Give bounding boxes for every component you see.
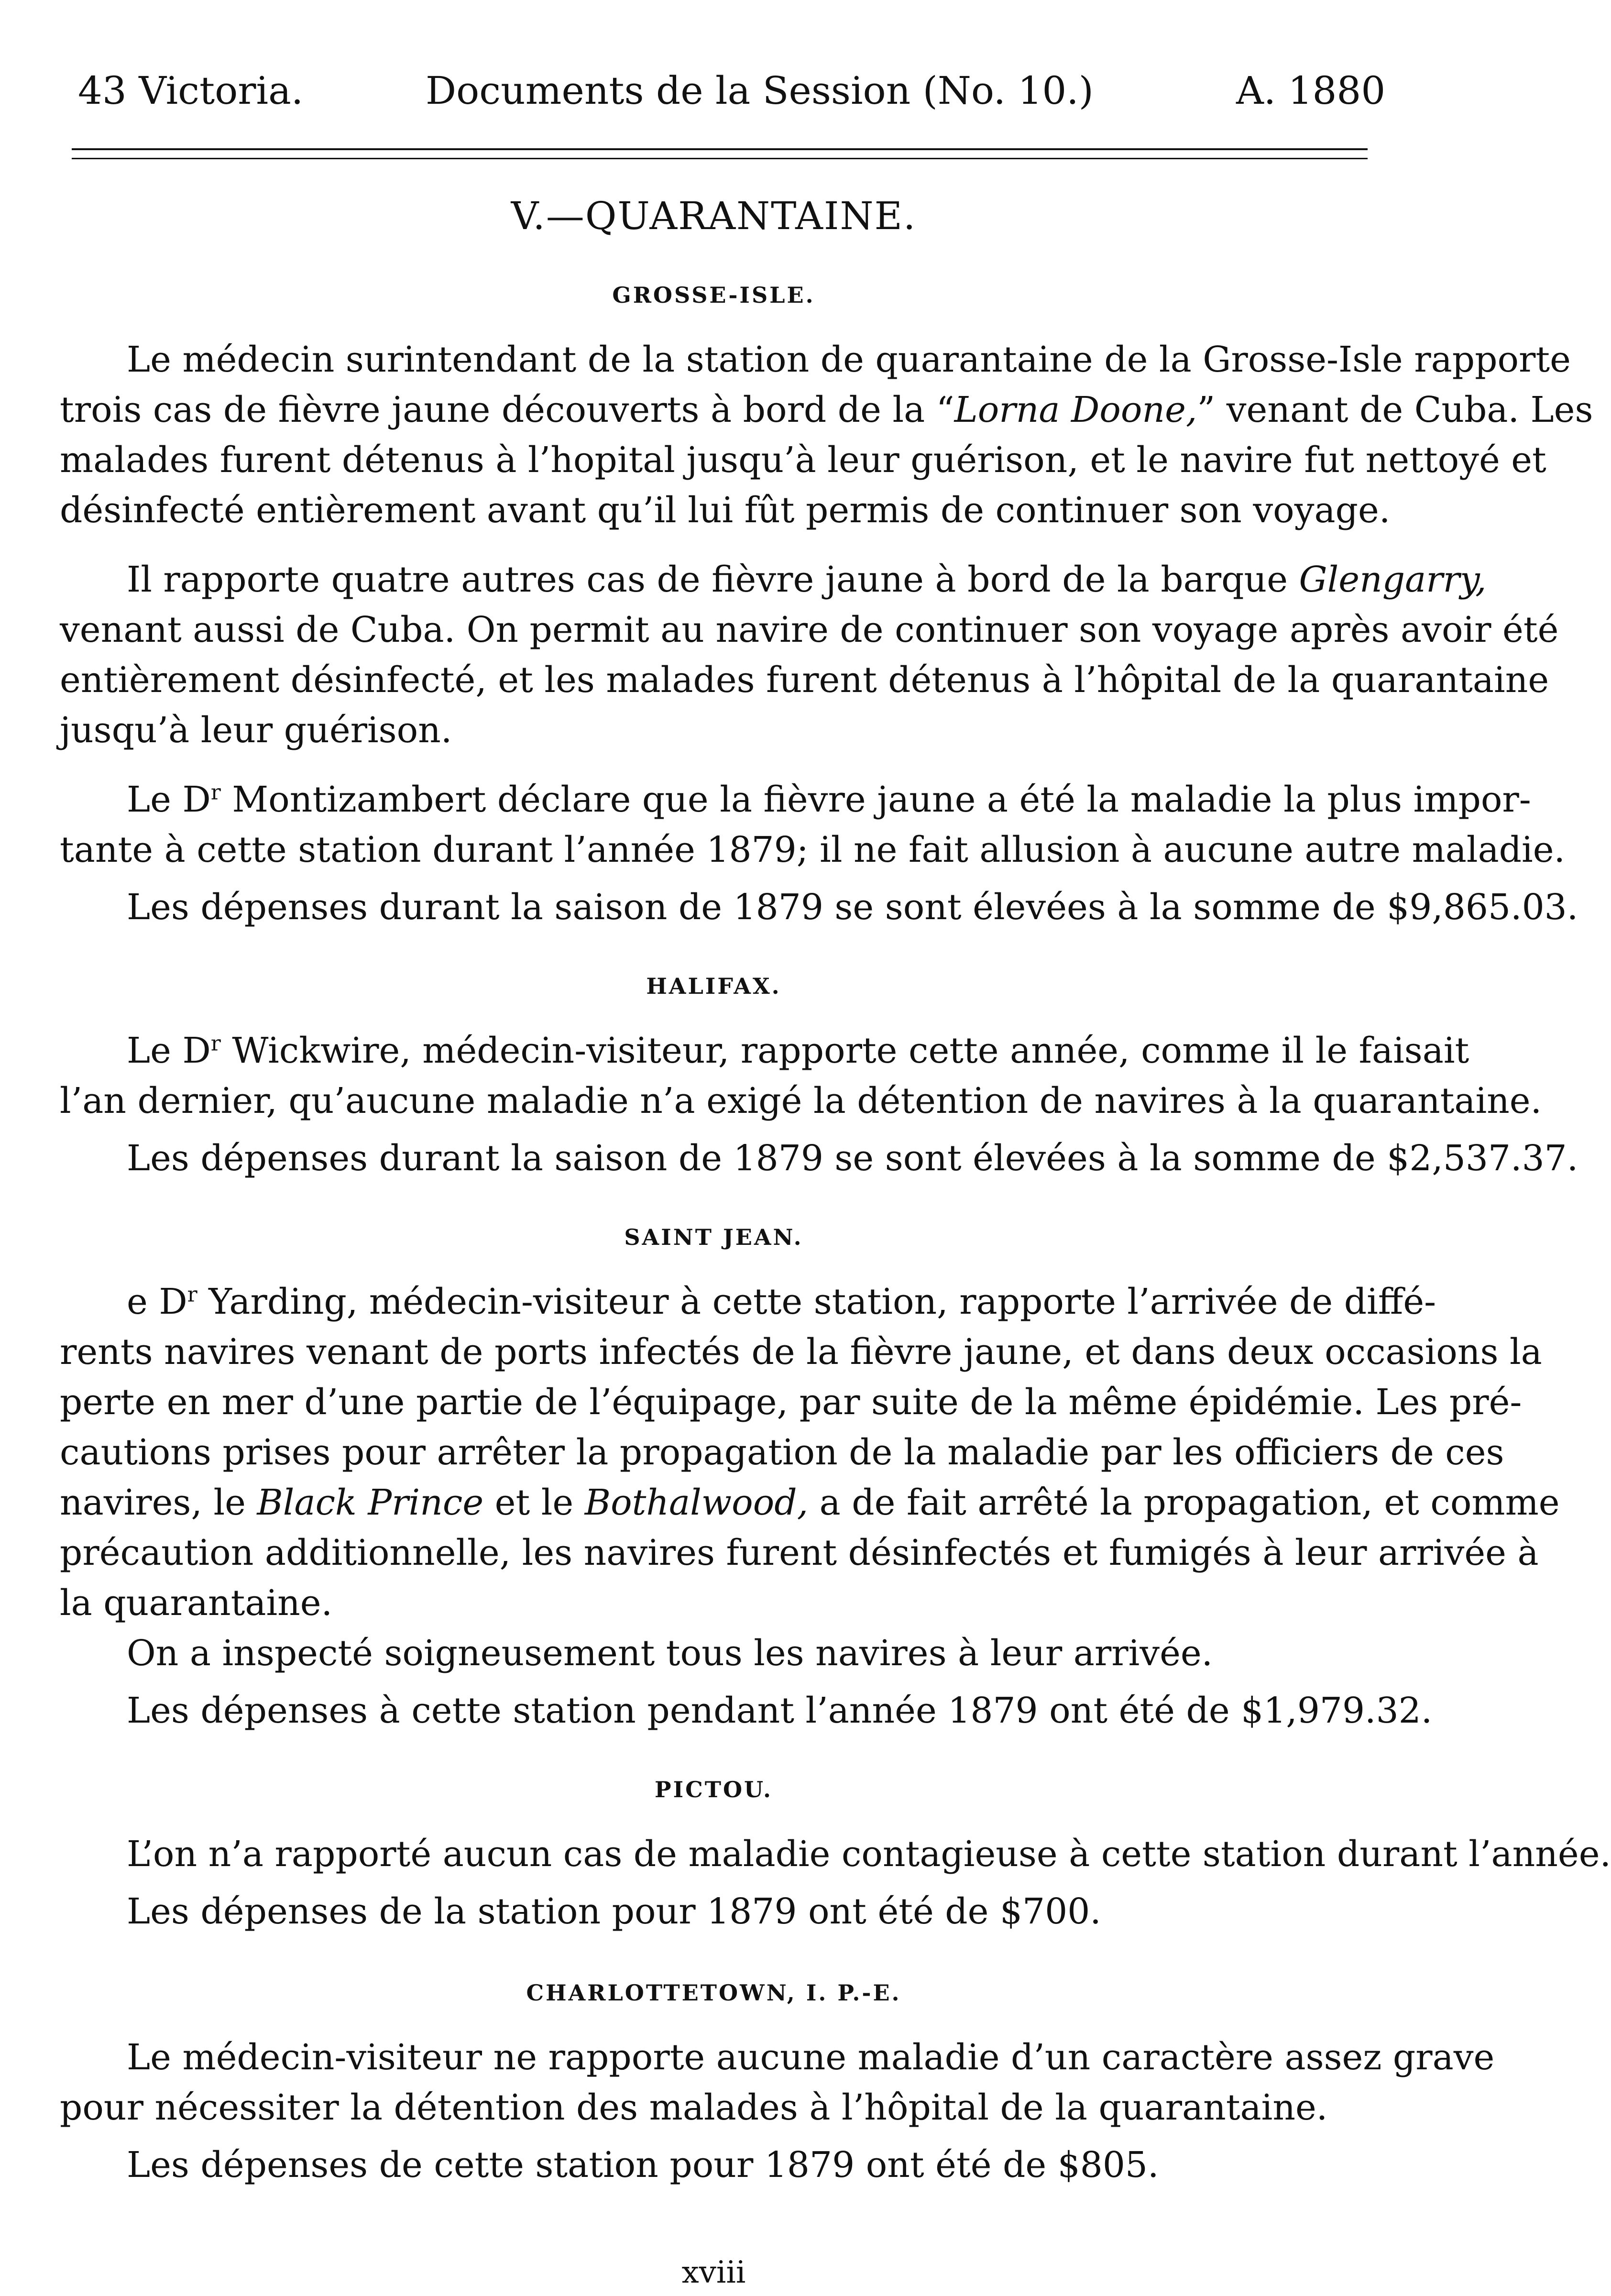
ship-name: Glengarry, xyxy=(1299,559,1487,600)
text-run: navires, le xyxy=(60,1482,257,1523)
superscript: r xyxy=(187,1282,197,1307)
paragraph-line xyxy=(127,559,1487,600)
paragraph-line: tante à cette station durant l’année 1879; il ne fait allusion à aucune autre maladie. xyxy=(60,829,1566,870)
expenses-line: Les dépenses de cette station pour 1879 ont été de $805. xyxy=(127,2144,1159,2186)
paragraph-line: jusqu’à leur guérison. xyxy=(60,710,452,751)
paragraph-line: venant aussi de Cuba. On permit au navire de continuer son voyage après avoir été xyxy=(60,609,1559,650)
section-heading-halifax: HALIFAX. xyxy=(646,973,781,999)
paragraph-line xyxy=(127,1281,1436,1322)
section-heading-saint-jean: SAINT JEAN. xyxy=(624,1224,803,1250)
text-run: Wickwire, médecin-visiteur, rapporte cette année, comme il le faisait xyxy=(220,1030,1469,1071)
text-run: et le xyxy=(483,1482,585,1523)
paragraph-line: cautions prises pour arrêter la propagation de la maladie par les officiers de ces xyxy=(60,1432,1504,1473)
paragraph-line xyxy=(60,389,1593,430)
header-year: A. 1880 xyxy=(1236,68,1386,113)
paragraph-line xyxy=(127,1030,1469,1071)
ship-name: Black Prince xyxy=(257,1482,484,1523)
text-run: a de fait arrêté la propagation, et comme xyxy=(808,1482,1560,1523)
header-rule-top xyxy=(72,148,1368,150)
text-run: Le D xyxy=(127,779,211,820)
text-run: ” venant de Cuba. Les xyxy=(1197,389,1593,430)
header-session-title: Documents de la Session (No. 10.) xyxy=(426,68,1094,113)
paragraph-line: pour nécessiter la détention des malades à l’hôpital de la quarantaine. xyxy=(60,2087,1328,2128)
section-heading-grosse-isle: GROSSE-ISLE. xyxy=(612,282,815,308)
text-run: Yarding, médecin-visiteur à cette station, rapporte l’arrivée de diffé- xyxy=(197,1281,1436,1322)
paragraph-line: Le médecin surintendant de la station de quarantaine de la Grosse-Isle rapporte xyxy=(127,339,1571,380)
paragraph-line: la quarantaine. xyxy=(60,1582,333,1624)
paragraph-line: Le médecin-visiteur ne rapporte aucune maladie d’un caractère assez grave xyxy=(127,2037,1495,2078)
ship-name: Lorna Doone, xyxy=(954,389,1197,430)
ship-name: Bothalwood, xyxy=(584,1482,809,1523)
expenses-line: Les dépenses durant la saison de 1879 se sont élevées à la somme de $2,537.37. xyxy=(127,1138,1578,1179)
paragraph-line: précaution additionnelle, les navires furent désinfectés et fumigés à leur arrivée à xyxy=(60,1532,1539,1573)
text-run: e D xyxy=(127,1281,187,1322)
expenses-line: Les dépenses à cette station pendant l’année 1879 ont été de $1,979.32. xyxy=(127,1690,1433,1731)
text-run: trois cas de fièvre jaune découverts à bord de la “ xyxy=(60,389,954,430)
paragraph-line: On a inspecté soigneusement tous les navires à leur arrivée. xyxy=(127,1633,1213,1674)
expenses-line: Les dépenses durant la saison de 1879 se sont élevées à la somme de $9,865.03. xyxy=(127,887,1578,928)
paragraph-line: désinfecté entièrement avant qu’il lui fût permis de continuer son voyage. xyxy=(60,490,1391,531)
section-heading-charlottetown: CHARLOTTETOWN, I. P.-E. xyxy=(526,1980,901,2006)
paragraph-line: l’an dernier, qu’aucune maladie n’a exigé la détention de navires à la quarantaine. xyxy=(60,1080,1542,1121)
superscript: r xyxy=(210,1031,221,1056)
paragraph-line xyxy=(127,779,1531,820)
expenses-line: Les dépenses de la station pour 1879 ont été de $700. xyxy=(127,1891,1101,1932)
paragraph-line: L’on n’a rapporté aucun cas de maladie contagieuse à cette station durant l’année. xyxy=(127,1834,1611,1875)
page-number: xviii xyxy=(681,2255,746,2290)
superscript: r xyxy=(210,780,221,805)
paragraph-line: entièrement désinfecté, et les malades furent détenus à l’hôpital de la quarantaine xyxy=(60,659,1549,701)
paragraph-line: perte en mer d’une partie de l’équipage, par suite de la même épidémie. Les pré- xyxy=(60,1382,1522,1423)
paragraph-line xyxy=(60,1482,1560,1523)
text-run: Il rapporte quatre autres cas de fièvre jaune à bord de la barque xyxy=(127,559,1299,600)
text-run: Montizambert déclare que la fièvre jaune a été la maladie la plus impor- xyxy=(220,779,1531,820)
page-title: V.—QUARANTAINE. xyxy=(511,194,917,238)
header-rule-bottom xyxy=(72,158,1368,159)
paragraph-line: malades furent détenus à l’hopital jusqu’à leur guérison, et le navire fut nettoyé et xyxy=(60,439,1546,481)
text-run: Le D xyxy=(127,1030,211,1071)
paragraph-line: rents navires venant de ports infectés de la fièvre jaune, et dans deux occasions la xyxy=(60,1331,1542,1373)
header-volume: 43 Victoria. xyxy=(78,68,304,113)
section-heading-pictou: PICTOU. xyxy=(655,1777,773,1802)
